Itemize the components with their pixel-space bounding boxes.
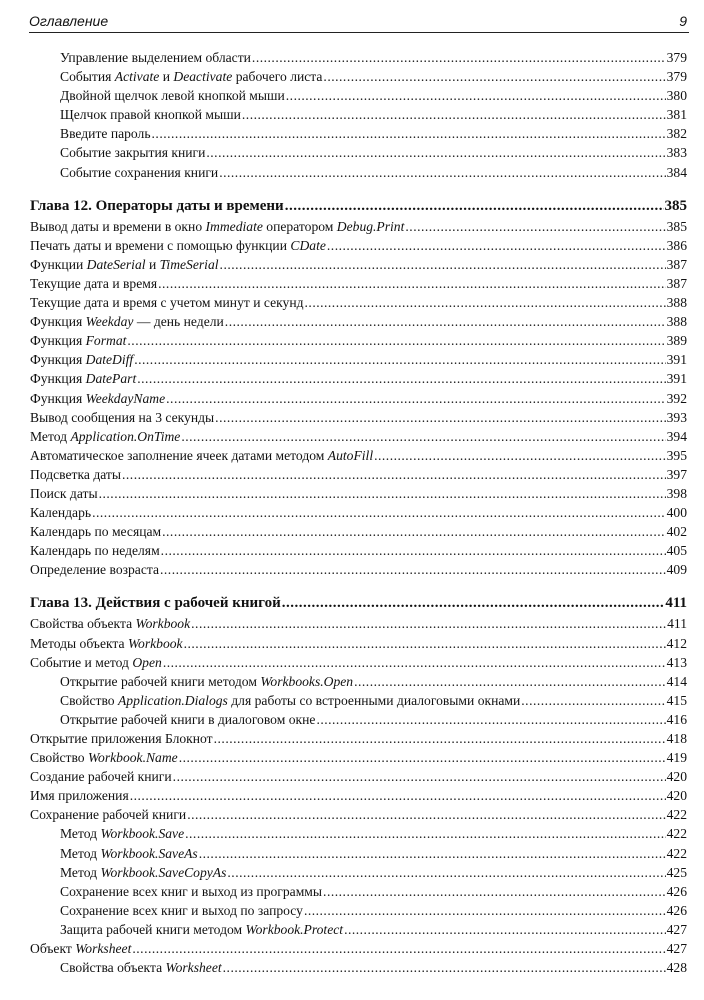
toc-page-number: 388: [666, 314, 687, 330]
title-text: Подсветка даты: [30, 466, 121, 482]
toc-entry: [30, 465, 687, 484]
title-text: Создание рабочей книги: [30, 769, 172, 785]
toc-page-number: 427: [666, 941, 687, 957]
dot-leader: [185, 824, 665, 843]
toc-page-number: 422: [666, 807, 687, 823]
code-term: Workbook.SaveAs: [100, 845, 198, 861]
title-text: Функции: [30, 256, 87, 272]
dot-leader: [162, 522, 665, 541]
code-term: Workbooks.Open: [260, 673, 354, 689]
toc-entry-title: [30, 350, 133, 369]
toc-page-number: 395: [666, 447, 687, 463]
toc-entry: [30, 786, 687, 805]
toc-page-number: 428: [666, 960, 687, 976]
title-text: Календарь по месяцам: [30, 524, 162, 540]
code-term: Workbook.Protect: [245, 921, 344, 937]
dot-leader: [199, 844, 666, 863]
toc-page-number: 420: [666, 769, 687, 785]
toc-entry: [30, 408, 687, 427]
dot-leader: [158, 274, 665, 293]
title-text: Глава 13. Действия с рабочей книгой: [30, 595, 281, 612]
toc-entry: [30, 634, 687, 653]
code-term: Workbook.Save: [100, 826, 185, 842]
toc-entry-title: [30, 748, 178, 767]
dot-leader: [220, 255, 666, 274]
toc-entry: [30, 48, 687, 67]
code-term: Workbook.Name: [87, 750, 178, 766]
toc-page-number: 379: [666, 69, 687, 85]
toc-page-number: 419: [666, 750, 687, 766]
title-text: Объект: [30, 941, 76, 957]
toc-entry-title: [30, 274, 157, 293]
title-text: Метод: [60, 864, 101, 880]
toc-entry-title: [30, 805, 186, 824]
toc-page-number: 386: [666, 237, 687, 253]
toc-entry-title: [30, 331, 126, 350]
toc-entry-title: [60, 920, 343, 939]
toc-entry: [30, 427, 687, 446]
toc-entry: [30, 67, 687, 86]
toc-entry-title: [30, 446, 373, 465]
toc-entry-title: [60, 67, 322, 86]
toc-entry-title: [30, 236, 326, 255]
title-text: Функция: [30, 314, 86, 330]
toc-entry: [30, 958, 687, 977]
dot-leader: [163, 653, 666, 672]
toc-entry: [30, 503, 687, 522]
code-term: Format: [85, 333, 127, 349]
toc-entry: [30, 143, 687, 162]
toc-entry: [30, 691, 687, 710]
toc-entry: [30, 124, 687, 143]
page-number: 9: [679, 13, 687, 29]
title-text: Открытие рабочей книги в диалоговом окне: [60, 711, 316, 727]
dot-leader: [374, 446, 666, 465]
toc-entry: [30, 748, 687, 767]
toc-entry: [30, 446, 687, 465]
toc-entry-title: [30, 427, 180, 446]
title-text: Функция: [30, 390, 86, 406]
dot-leader: [134, 350, 665, 369]
title-text: оператором: [262, 218, 337, 234]
dot-leader: [344, 920, 666, 939]
toc-entry-title: [30, 560, 159, 579]
toc-entry: [30, 312, 687, 331]
toc-entry-title: [60, 824, 184, 843]
title-text: Имя приложения: [30, 788, 129, 804]
title-text: События: [60, 69, 115, 85]
title-text: Защита рабочей книги методом: [60, 921, 246, 937]
toc-entry: [30, 236, 687, 255]
toc-entry-title: [30, 408, 214, 427]
toc-page-number: 411: [665, 595, 687, 612]
code-term: Application.OnTime: [70, 428, 181, 444]
title-text: Двойной щелчок левой кнопкой мыши: [60, 88, 285, 104]
toc-page-number: 391: [666, 371, 687, 387]
dot-leader: [227, 863, 665, 882]
title-text: и: [145, 256, 160, 272]
title-text: Календарь: [30, 505, 92, 521]
dot-leader: [223, 958, 666, 977]
code-term: Worksheet: [75, 941, 132, 957]
title-text: Автоматическое заполнение ячеек датами методом: [30, 447, 328, 463]
dot-leader: [219, 163, 665, 182]
dot-leader: [173, 767, 666, 786]
toc-page-number: 379: [666, 50, 687, 65]
code-term: Workbook: [127, 635, 183, 651]
toc-entry-title: [30, 312, 224, 331]
toc-page-number: 405: [666, 543, 687, 559]
code-term: Immediate: [205, 218, 263, 234]
code-term: DateDiff: [85, 352, 134, 368]
toc-entry-title: [60, 691, 520, 710]
toc-entry: [30, 86, 687, 105]
dot-leader: [122, 465, 666, 484]
toc-page-number: 426: [666, 883, 687, 899]
title-text: Печать даты и времени с помощью функции: [30, 237, 291, 253]
toc-entry: [30, 672, 687, 691]
toc-page-number: 412: [666, 635, 687, 651]
toc-entry: [30, 653, 687, 672]
toc-entry-title: [30, 767, 172, 786]
toc-page-number: 427: [666, 921, 687, 937]
title-text: Вывод даты и времени в окно: [30, 218, 206, 234]
title-text: Метод: [60, 845, 101, 861]
title-text: Определение возраста: [30, 562, 159, 578]
toc-entry: [30, 350, 687, 369]
dot-leader: [160, 560, 666, 579]
title-text: Управление выделением области: [60, 50, 251, 65]
toc-entry-title: [30, 484, 98, 503]
dot-leader: [184, 634, 666, 653]
title-text: Методы объекта: [30, 635, 128, 651]
code-term: Worksheet: [165, 960, 222, 976]
title-text: Свойство: [30, 750, 88, 766]
title-text: Вывод сообщения на 3 секунды: [30, 409, 215, 425]
title-text: Функция: [30, 371, 86, 387]
title-text: Открытие рабочей книги методом: [60, 673, 261, 689]
toc-page-number: 388: [666, 295, 687, 311]
toc-entry-title: [30, 255, 219, 274]
toc-page-number: 387: [666, 256, 687, 272]
toc-entry: [30, 729, 687, 748]
toc-page-number: 394: [666, 428, 687, 444]
toc-entry: [30, 293, 687, 312]
toc-page-number: 422: [666, 826, 687, 842]
toc-entry-title: [30, 522, 161, 541]
toc-entry: [30, 863, 687, 882]
dot-leader: [191, 614, 666, 633]
title-text: Метод: [30, 428, 71, 444]
dot-leader: [152, 124, 666, 143]
toc-entry: [30, 939, 687, 958]
toc-entry-title: [30, 939, 131, 958]
toc-entry-title: [60, 901, 303, 920]
toc-entry-title: [30, 614, 190, 633]
toc-entry: [30, 389, 687, 408]
dot-leader: [286, 86, 666, 105]
title-text: Функция: [30, 333, 86, 349]
title-text: Событие сохранения книги: [60, 164, 219, 180]
dot-leader: [166, 389, 665, 408]
toc-entry-title: [30, 786, 129, 805]
toc-entry-title: [30, 729, 213, 748]
toc-entry-title: [30, 369, 136, 388]
toc-chapter-heading: [30, 195, 687, 217]
toc-chapter-heading: [30, 592, 687, 614]
dot-leader: [323, 67, 665, 86]
toc-page-number: 391: [666, 352, 687, 368]
toc-entry: [30, 710, 687, 729]
toc-page-number: 393: [666, 409, 687, 425]
toc-entry: [30, 541, 687, 560]
toc-page-number: 420: [666, 788, 687, 804]
title-text: Сохранение всех книг и выход по запросу: [60, 902, 303, 918]
toc-entry-title: [60, 882, 322, 901]
dot-leader: [323, 882, 666, 901]
toc-page-number: 392: [666, 390, 687, 406]
toc-page-number: 409: [666, 562, 687, 578]
code-term: TimeSerial: [159, 256, 219, 272]
dot-leader: [132, 939, 665, 958]
dot-leader: [214, 729, 666, 748]
toc-entry-title: [30, 293, 304, 312]
toc-entry: [30, 882, 687, 901]
toc-page-number: 384: [666, 164, 687, 180]
toc-entry: [30, 369, 687, 388]
toc-entry-title: [30, 389, 165, 408]
code-term: DatePart: [85, 371, 137, 387]
dot-leader: [282, 592, 665, 614]
code-term: CDate: [290, 237, 326, 253]
toc-entry-title: [30, 653, 162, 672]
dot-leader: [304, 901, 666, 920]
code-term: Application.Dialogs: [117, 692, 228, 708]
title-text: Метод: [60, 826, 101, 842]
title-text: Текущие дата и время: [30, 275, 158, 291]
dot-leader: [405, 217, 665, 236]
toc-entry: [30, 274, 687, 293]
dot-leader: [242, 105, 666, 124]
title-text: и: [159, 69, 174, 85]
title-text: Событие и метод: [30, 654, 133, 670]
dot-leader: [92, 503, 666, 522]
code-term: Debug.Print: [336, 218, 405, 234]
dot-leader: [137, 369, 665, 388]
toc-entry: [30, 255, 687, 274]
toc-entry-title: [30, 634, 183, 653]
title-text: Сохранение рабочей книги: [30, 807, 187, 823]
toc-entry: [30, 844, 687, 863]
dot-leader: [252, 48, 666, 67]
toc-entry-title: [60, 163, 218, 182]
toc-entry-title: [60, 105, 241, 124]
title-text: для работы со встроенными диалоговыми окнами: [227, 692, 521, 708]
title-text: — день недели: [133, 314, 224, 330]
toc-page-number: 389: [666, 333, 687, 349]
toc-entry-title: [30, 195, 284, 217]
toc-entry: [30, 522, 687, 541]
toc-entry: [30, 614, 687, 633]
toc-entry: [30, 901, 687, 920]
toc-page-number: 413: [666, 654, 687, 670]
toc-entry: [30, 163, 687, 182]
toc-entry-title: [30, 465, 121, 484]
toc-entry-title: [30, 541, 160, 560]
header-title: Оглавление: [29, 13, 109, 29]
toc-entry: [30, 767, 687, 786]
toc-entry-title: [60, 863, 226, 882]
toc-page-number: 418: [666, 731, 687, 746]
title-text: Свойство: [60, 692, 118, 708]
toc-page-number: 416: [666, 711, 687, 727]
toc-entry: [30, 484, 687, 503]
toc-page-number: 415: [666, 692, 687, 708]
toc-page-number: 422: [666, 845, 687, 861]
toc-page-number: 387: [666, 275, 687, 291]
toc-page-number: 414: [666, 673, 687, 689]
code-term: Weekday: [85, 314, 134, 330]
code-term: Deactivate: [173, 69, 233, 85]
code-term: WeekdayName: [85, 390, 166, 406]
dot-leader: [179, 748, 666, 767]
title-text: Функция: [30, 352, 86, 368]
dot-leader: [316, 710, 665, 729]
title-text: Событие закрытия книги: [60, 145, 206, 161]
toc-page-number: 385: [664, 197, 687, 214]
title-text: Глава 12. Операторы даты и времени: [30, 197, 284, 214]
toc-entry: [30, 331, 687, 350]
toc-page-number: 425: [666, 864, 687, 880]
running-header: [29, 10, 689, 33]
title-text: Свойства объекта: [30, 616, 136, 632]
dot-leader: [130, 786, 666, 805]
title-text: Сохранение всех книг и выход из программы: [60, 883, 323, 899]
dot-leader: [354, 672, 666, 691]
title-text: Поиск даты: [30, 485, 98, 501]
code-term: Open: [132, 654, 162, 670]
title-text: Свойства объекта: [60, 960, 166, 976]
toc-entry: [30, 805, 687, 824]
code-term: DateSerial: [86, 256, 146, 272]
toc-page-number: 385: [666, 218, 687, 234]
toc-page-number: 382: [666, 126, 687, 142]
toc-entry-title: [60, 710, 315, 729]
dot-leader: [305, 293, 666, 312]
toc-entry-title: [60, 124, 151, 143]
code-term: AutoFill: [327, 447, 374, 463]
toc-entry-title: [60, 672, 353, 691]
dot-leader: [215, 408, 665, 427]
toc-page-number: 402: [666, 524, 687, 540]
dot-leader: [327, 236, 666, 255]
dot-leader: [181, 427, 665, 446]
toc-entry: [30, 824, 687, 843]
toc-entry-title: [60, 86, 285, 105]
dot-leader: [99, 484, 666, 503]
code-term: Workbook.SaveCopyAs: [100, 864, 227, 880]
code-term: Workbook: [135, 616, 191, 632]
title-text: Текущие дата и время с учетом минут и секунд: [30, 295, 304, 311]
dot-leader: [161, 541, 666, 560]
toc-page-number: 381: [666, 107, 687, 123]
toc-page-number: 411: [667, 616, 687, 632]
toc-page-number: 426: [666, 902, 687, 918]
toc-page-number: 400: [666, 505, 687, 521]
dot-leader: [225, 312, 666, 331]
toc-page-number: 398: [666, 485, 687, 501]
toc-entry: [30, 560, 687, 579]
table-of-contents: [30, 48, 687, 977]
toc-entry: [30, 217, 687, 236]
toc-entry-title: [30, 592, 281, 614]
toc-entry: [30, 920, 687, 939]
title-text: рабочего листа: [232, 69, 323, 85]
dot-leader: [206, 143, 665, 162]
dot-leader: [127, 331, 665, 350]
toc-page-number: 397: [666, 466, 687, 482]
dot-leader: [521, 691, 665, 710]
toc-page-number: 380: [666, 88, 687, 104]
toc-entry-title: [30, 217, 404, 236]
toc-entry-title: [60, 143, 205, 162]
title-text: Введите пароль: [60, 126, 151, 142]
dot-leader: [187, 805, 665, 824]
title-text: Открытие приложения Блокнот: [30, 731, 213, 746]
code-term: Activate: [114, 69, 160, 85]
toc-entry: [30, 105, 687, 124]
toc-page-number: 383: [666, 145, 687, 161]
toc-entry-title: [60, 844, 198, 863]
toc-entry-title: [30, 503, 91, 522]
title-text: Календарь по неделям: [30, 543, 160, 559]
toc-entry-title: [60, 48, 251, 67]
dot-leader: [285, 195, 664, 217]
toc-entry-title: [60, 958, 222, 977]
title-text: Щелчок правой кнопкой мыши: [60, 107, 241, 123]
